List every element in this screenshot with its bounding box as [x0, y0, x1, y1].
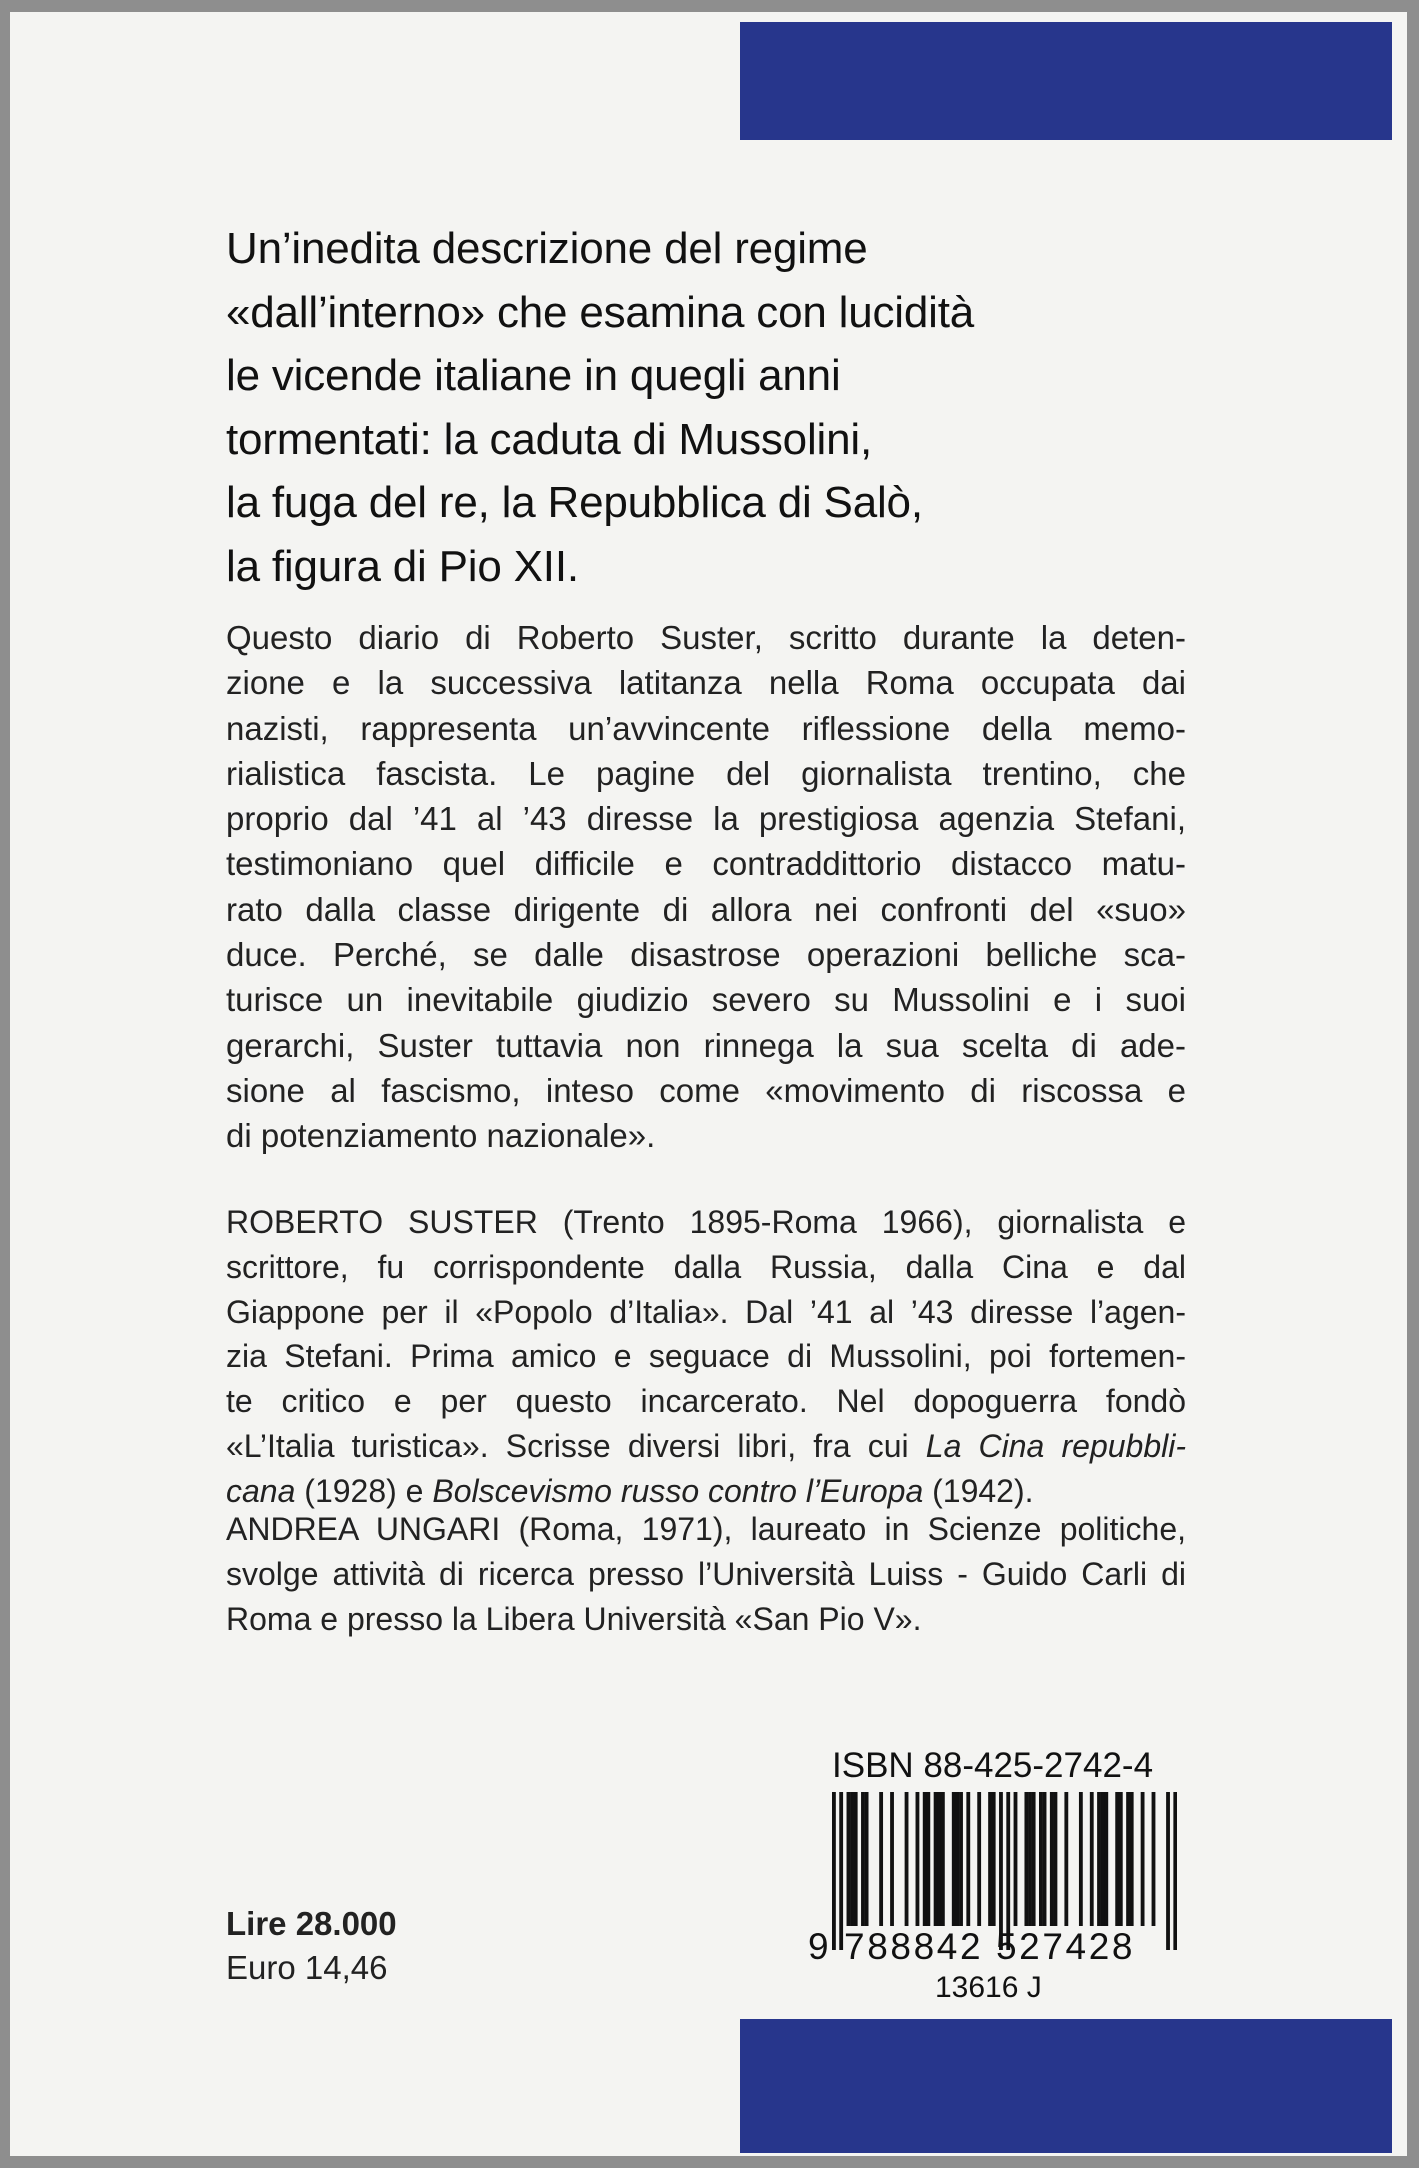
barcode-bar	[1039, 1792, 1043, 1926]
barcode-bar	[1024, 1792, 1028, 1926]
barcode-bar	[1119, 1792, 1123, 1926]
barcode-bar	[959, 1792, 963, 1926]
barcode-bar	[1064, 1792, 1068, 1926]
bio-line: scrittore, fu corrispondente dalla Russia, dalla Cina e dal	[226, 1248, 1186, 1285]
barcode-bar	[1104, 1792, 1108, 1926]
bio-text: (1928) e	[295, 1472, 433, 1509]
bio-line: ROBERTO SUSTER (Trento 1895-Roma 1966), giornalista e	[226, 1204, 1186, 1240]
description-line: duce. Perché, se dalle disastrose operazioni belliche sca-	[226, 936, 1186, 974]
price-block	[226, 1902, 397, 1990]
barcode-bar	[955, 1792, 959, 1926]
barcode-bar	[1173, 1792, 1177, 1950]
bio-text: «L’Italia turistica». Scrisse diversi libri, fra cui	[226, 1427, 926, 1464]
barcode-bar	[992, 1792, 996, 1926]
description-line: sione al fascismo, inteso come «movimento di riscossa e	[226, 1071, 1186, 1109]
bio-line: te critico e per questo incarcerato. Nel dopoguerra fondò	[226, 1383, 1186, 1420]
bio-line: ANDREA UNGARI (Roma, 1971), laureato in Scienze politiche,	[226, 1511, 1186, 1547]
description-line: rialistica fascista. Le pagine del giornalista trentino, che	[226, 754, 1186, 792]
barcode-bar	[916, 1792, 920, 1926]
description-line: proprio dal ’41 al ’43 diresse la prestigiosa agenzia Stefani,	[226, 800, 1186, 838]
barcode-bar	[923, 1792, 927, 1926]
barcode-bar	[934, 1792, 938, 1926]
barcode-bar	[1152, 1792, 1156, 1926]
barcode-bar	[865, 1792, 869, 1926]
barcode-bar	[1090, 1792, 1094, 1926]
barcode-bar	[861, 1792, 865, 1926]
description-line: turisce un inevitabile giudizio severo su Mussolini e i suoi	[226, 981, 1186, 1019]
description-line: zione e la successiva latitanza nella Roma occupata dai	[226, 664, 1186, 702]
barcode-bar	[1054, 1792, 1058, 1926]
barcode-bar	[854, 1792, 858, 1926]
barcode-bar	[966, 1792, 970, 1926]
bio-line: svolge attività di ricerca presso l’Università Luiss - Guido Carli di	[226, 1555, 1186, 1592]
barcode-bar	[1079, 1792, 1083, 1926]
barcode-bar	[1050, 1792, 1054, 1926]
price-euro: Euro 14,46	[226, 1949, 388, 1986]
book-title: cana	[226, 1472, 296, 1509]
barcode-bar	[1166, 1792, 1170, 1950]
headline-line: tormentati: la caduta di Mussolini,	[226, 414, 872, 464]
barcode-bar	[1101, 1792, 1105, 1926]
headline	[226, 217, 1186, 598]
barcode-bar	[988, 1792, 992, 1926]
book-title: La Cina repubbli-	[925, 1427, 1187, 1464]
barcode-bar	[941, 1792, 945, 1926]
barcode-bar	[1141, 1792, 1145, 1926]
bottom-blue-band	[740, 2019, 1392, 2153]
barcode-bar	[847, 1792, 851, 1926]
description-line: di potenziamento nazionale».	[226, 1117, 656, 1155]
top-blue-band	[740, 22, 1392, 140]
barcode-bar	[1130, 1792, 1134, 1926]
barcode-bar	[850, 1792, 854, 1926]
book-title: Bolscevismo russo contro l’Europa	[432, 1472, 924, 1509]
barcode-bar	[1043, 1792, 1047, 1926]
barcode-bar	[905, 1792, 909, 1926]
bio-line: Giappone per il «Popolo d’Italia». Dal ’41 al ’43 diresse l’agen-	[226, 1293, 1186, 1330]
barcode-bar	[879, 1792, 883, 1926]
book-back-cover	[10, 12, 1407, 2156]
barcode-bar	[977, 1792, 981, 1926]
description-line: testimoniano quel difficile e contraddittorio distacco matu-	[226, 845, 1186, 883]
barcode-bar	[1032, 1792, 1036, 1926]
bio-line: zia Stefani. Prima amico e seguace di Mussolini, poi fortemen-	[226, 1338, 1186, 1375]
barcode-bar	[1014, 1792, 1018, 1926]
barcode-bar	[890, 1792, 894, 1926]
barcode-bar	[1126, 1792, 1130, 1926]
barcode-bar	[926, 1792, 930, 1926]
editor-bio	[226, 1507, 1186, 1641]
bio-line	[226, 1424, 1186, 1469]
description-line: Questo diario di Roberto Suster, scritto durante la deten-	[226, 619, 1186, 656]
barcode-bar	[1097, 1792, 1101, 1926]
bio-text: (1942).	[923, 1472, 1034, 1509]
barcode-bar	[937, 1792, 941, 1926]
barcode-bar	[1028, 1792, 1032, 1926]
headline-line: Un’inedita descrizione del regime	[226, 224, 868, 273]
headline-line: «dall’interno» che esamina con lucidità	[226, 287, 974, 337]
description-line: gerarchi, Suster tuttavia non rinnega la sua scelta di ade-	[226, 1026, 1186, 1064]
headline-line: le vicende italiane in quegli anni	[226, 351, 841, 400]
barcode-digits: 9 788842 527428	[808, 1926, 1136, 1967]
author-bio	[226, 1200, 1186, 1514]
book-description	[226, 615, 1186, 1159]
barcode-bar	[1115, 1792, 1119, 1926]
headline-line: la figura di Pio XII.	[226, 541, 579, 591]
bio-line: Roma e presso la Libera Università «San Pio V».	[226, 1600, 922, 1637]
barcode-code: 13616 J	[935, 1971, 1042, 2004]
description-line: rato dalla classe dirigente di allora nei confronti del «suo»	[226, 890, 1186, 928]
barcode-bar	[952, 1792, 956, 1926]
price-lire: Lire 28.000	[226, 1905, 397, 1942]
headline-line: la fuga del re, la Repubblica di Salò,	[226, 478, 923, 527]
isbn-label: ISBN 88-425-2742-4	[832, 1746, 1154, 1785]
description-line: nazisti, rappresenta un’avvincente riflessione della memo-	[226, 709, 1186, 747]
